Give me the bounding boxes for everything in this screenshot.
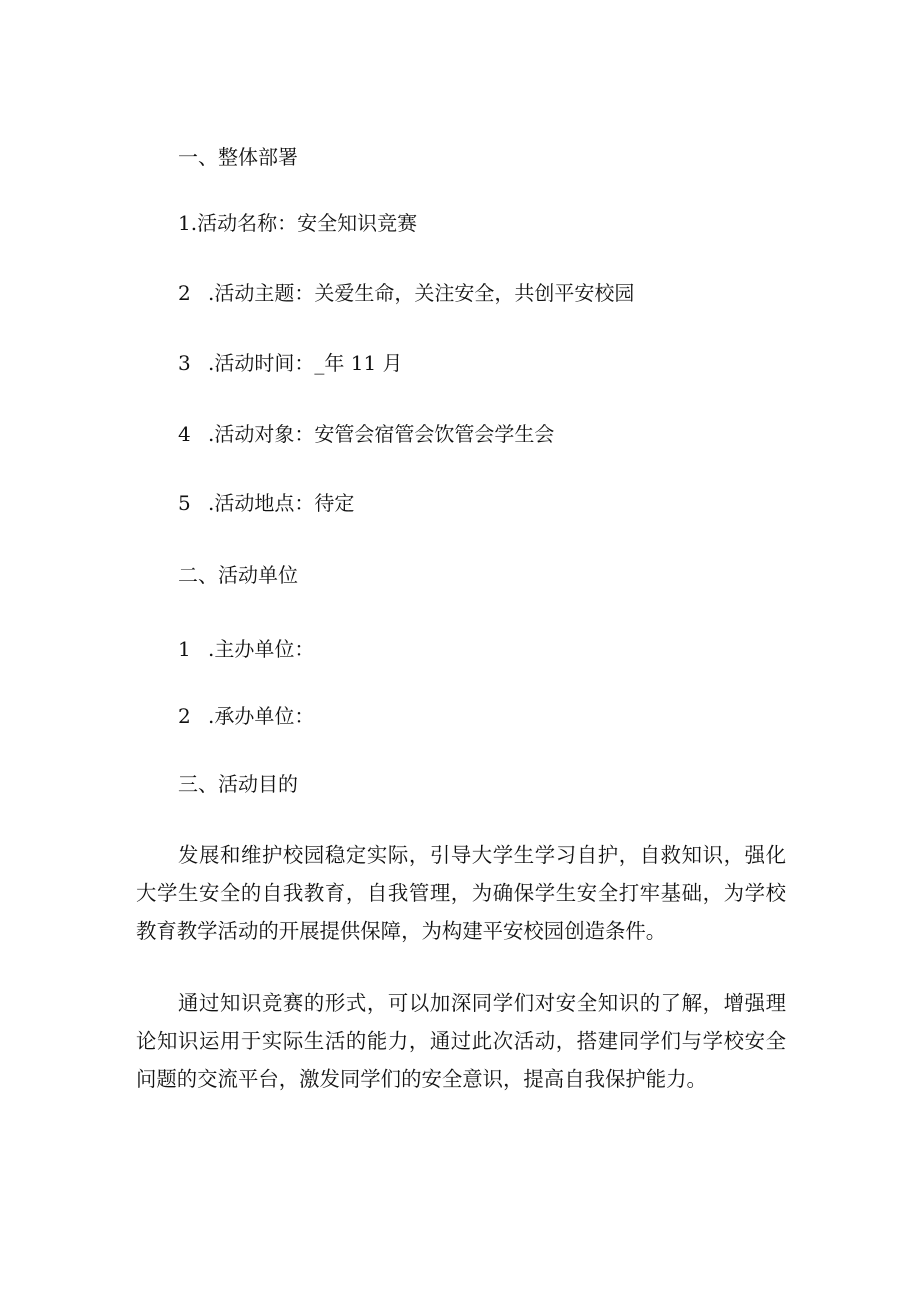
item-number: 2 [178, 281, 191, 305]
item-text: .活动主题：关爱生命，关注安全，共创平安校园 [208, 281, 635, 305]
list-item [178, 351, 403, 375]
item-text: .主办单位： [208, 637, 315, 661]
list-item [178, 281, 634, 305]
section-heading-3: 三、活动目的 [178, 772, 298, 796]
item-number: 1 [178, 637, 191, 661]
item-number: 2 [178, 704, 191, 728]
list-item [178, 704, 314, 728]
item-number: 4 [178, 422, 191, 446]
item-number: 3 [178, 351, 191, 375]
section-heading-1: 一、整体部署 [178, 145, 298, 169]
paragraph: 通过知识竞赛的形式，可以加深同学们对安全知识的了解，增强理论知识运用于实际生活的能力，通过此次活动，搭建同学们与学校安全问题的交流平台，激发同学们的安全意识，提高自我保护能力。 [136, 991, 786, 1091]
list-item [178, 637, 314, 661]
list-item [178, 211, 417, 235]
item-text: .活动时间：_年 11 月 [208, 351, 403, 375]
list-item [178, 422, 554, 446]
item-text: .活动对象：安管会宿管会饮管会学生会 [208, 422, 555, 446]
item-text: .承办单位： [208, 704, 315, 728]
list-item [178, 491, 354, 515]
paragraph: 发展和维护校园稳定实际，引导大学生学习自护，自救知识，强化大学生安全的自我教育，自我管理，为确保学生安全打牢基础，为学校教育教学活动的开展提供保障，为构建平安校园创造条件。 [136, 843, 786, 943]
item-text: 1.活动名称：安全知识竞赛 [178, 211, 418, 235]
item-number: 5 [178, 491, 191, 515]
item-text: .活动地点：待定 [208, 491, 355, 515]
section-heading-2: 二、活动单位 [178, 563, 298, 587]
